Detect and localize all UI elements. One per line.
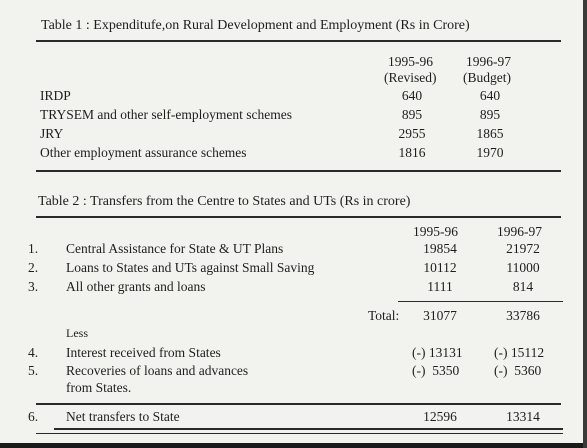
table2-row-label-cont: from States. [66, 380, 132, 395]
table2-top-rule [36, 216, 561, 218]
table2-row-v2: (-) 5360 [494, 363, 542, 378]
table1-col2-note: (Budget) [463, 70, 511, 85]
net-number: 6. [28, 409, 39, 424]
table1-row-label: Other employment assurance schemes [40, 145, 247, 160]
table2-row-number: 1. [28, 241, 39, 256]
table1-top-rule [36, 40, 561, 42]
scan-edge-bottom [0, 443, 587, 448]
total-label: Total: [368, 308, 400, 323]
table2-col2-year: 1996-97 [497, 224, 542, 239]
table2-row-v2: 11000 [506, 260, 540, 275]
table2-row-number: 5. [28, 363, 39, 378]
scan-edge-right [583, 0, 587, 448]
table2-row-number: 2. [28, 260, 39, 275]
table1-row-v1: 2955 [398, 126, 426, 141]
total-v2: 33786 [506, 308, 540, 323]
net-top-rule [36, 403, 561, 405]
table2-row-v1: (-) 5350 [412, 363, 460, 378]
net-label: Net transfers to State [66, 409, 180, 424]
table2-row-v2: (-) 15112 [494, 345, 545, 360]
less-label: Less [66, 326, 88, 340]
table1-row-v2: 640 [479, 88, 501, 103]
table2-row-v2: 814 [512, 279, 534, 294]
net-v2: 13314 [506, 409, 540, 424]
total-rule [398, 301, 563, 302]
table2-bottom-rule-2 [36, 433, 563, 434]
table2-row-label: Central Assistance for State & UT Plans [66, 241, 284, 256]
table2-row-label: Loans to States and UTs against Small Saving [66, 260, 315, 275]
table1-row-v1: 895 [401, 107, 423, 122]
table2-row-v1: 1111 [427, 279, 453, 294]
table1-row-v2: 1970 [476, 145, 504, 160]
table2-title: Table 2 : Transfers from the Centre to States and UTs (Rs in crore) [38, 194, 411, 209]
table1-bottom-rule [36, 170, 561, 172]
table1-row-v1: 640 [401, 88, 423, 103]
net-v1: 12596 [423, 409, 457, 424]
table2-row-v1: (-) 13131 [412, 345, 463, 360]
table2-col1-year: 1995-96 [413, 224, 458, 239]
table2-row-v1: 19854 [423, 241, 457, 256]
table1-row-v2: 895 [479, 107, 501, 122]
table2-row-label: Interest received from States [66, 345, 221, 360]
total-v1: 31077 [423, 308, 457, 323]
table2-row-v2: 21972 [506, 241, 540, 256]
table1-row-label: TRYSEM and other self-employment schemes [40, 107, 292, 122]
table1-row-v1: 1816 [398, 145, 426, 160]
table2-row-v1: 10112 [423, 260, 457, 275]
table1-col1-year: 1995-96 [388, 54, 433, 69]
table2-row-label: Recoveries of loans and advances [66, 363, 249, 378]
table2-bottom-rule [54, 428, 563, 430]
table1-row-label: JRY [40, 126, 64, 141]
table1-col1-note: (Revised) [384, 70, 437, 85]
table1-title: Table 1 : Expenditufe,on Rural Development and Employment (Rs in Crore) [41, 18, 470, 33]
table2-row-label: All other grants and loans [66, 279, 206, 294]
table1-col2-year: 1996-97 [466, 54, 511, 69]
table1-row-v2: 1865 [476, 126, 504, 141]
table1-row-label: IRDP [40, 88, 71, 103]
table2-row-number: 3. [28, 279, 39, 294]
table2-row-number: 4. [28, 345, 39, 360]
